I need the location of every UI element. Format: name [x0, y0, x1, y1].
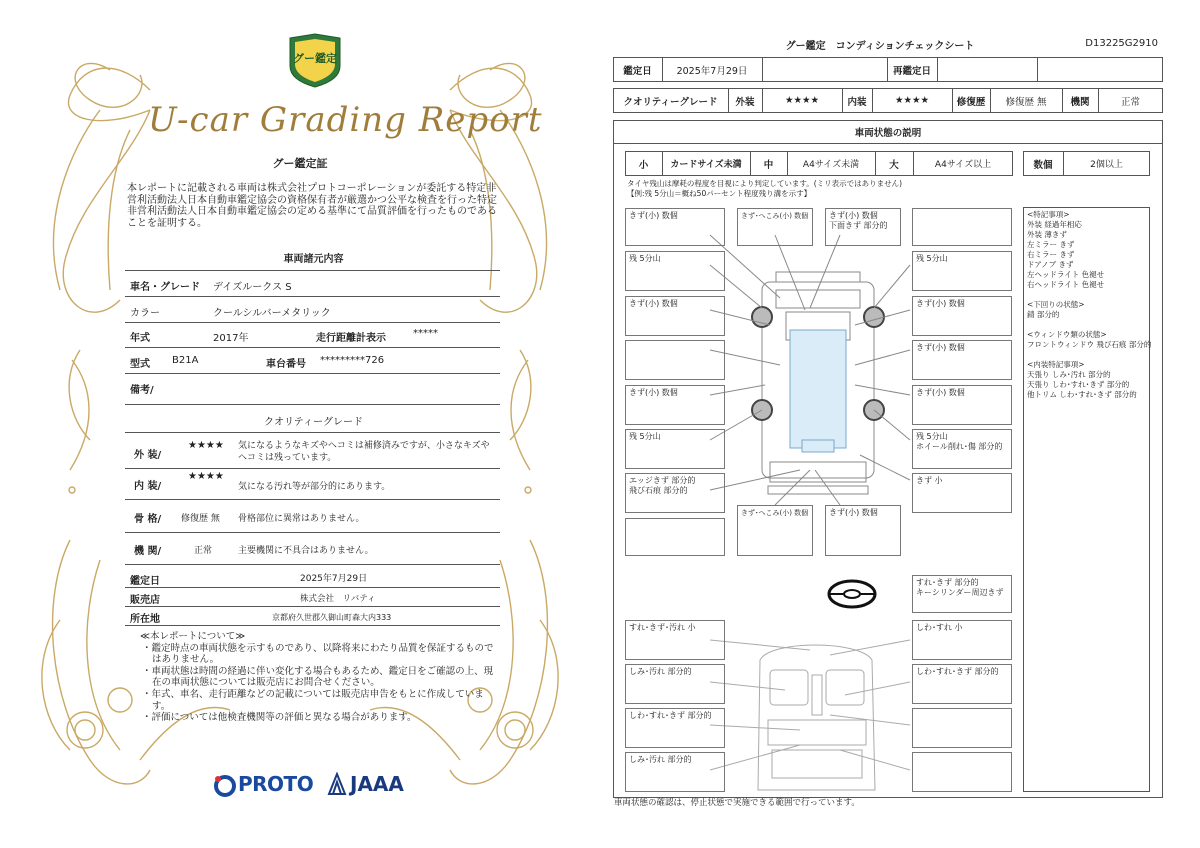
- note-line: <下回りの状態>: [1027, 300, 1085, 309]
- year-value: 2017年: [213, 333, 249, 344]
- check-sheet-title: グー鑑定 コンディションチェックシート: [785, 41, 975, 52]
- damage-box: しわ･すれ･きず 部分的: [625, 708, 725, 748]
- model-label: 型式: [130, 359, 150, 370]
- divider: [125, 296, 500, 297]
- damage-box: きず(小) 数個: [625, 385, 725, 425]
- damage-box: きず(小) 数個: [912, 340, 1012, 380]
- engine-value: 正常: [1120, 96, 1140, 108]
- divider: [125, 270, 500, 271]
- damage-box: [912, 208, 1012, 246]
- engine-value: 正常: [194, 546, 213, 556]
- damage-box: [625, 473, 725, 513]
- note-line: フロントウィンドウ 飛び石痕 部分的: [1027, 340, 1152, 349]
- redate-label: 再鑑定日: [892, 65, 931, 77]
- note-line: 外装 経過年相応: [1027, 220, 1082, 229]
- exterior-description: 気になるようなキズやヘコミは補修済みですが、小さなキズやヘコミは残っています。: [238, 441, 490, 463]
- chassis-value: *********726: [320, 355, 385, 366]
- damage-box: しみ･汚れ 部分的: [625, 664, 725, 704]
- note-spacer: [1027, 350, 1151, 360]
- damage-box: 残 5分山: [625, 429, 725, 469]
- damage-text: 飛び石痕 部分的: [629, 486, 688, 495]
- jaaa-logo-icon: [327, 772, 347, 796]
- note-line: 右ヘッドライト 色褪せ: [1027, 280, 1105, 289]
- size-mid-label: 中: [763, 159, 774, 171]
- damage-box: [625, 518, 725, 556]
- size-large-desc: A4サイズ以上: [934, 160, 992, 170]
- tyre-note: [627, 179, 902, 199]
- note-line: 左ミラー きず: [1027, 240, 1075, 249]
- note-line: 錆 部分的: [1027, 310, 1060, 319]
- dealer-value: 株式会社 リバティ: [300, 594, 376, 604]
- damage-box: 残 5分山: [625, 251, 725, 291]
- status-title: 車両状態の説明: [613, 120, 1163, 144]
- count-label: 数個: [1033, 159, 1053, 171]
- damage-box: きず(小) 数個: [625, 296, 725, 336]
- divider: [125, 606, 500, 607]
- notes-title: ≪本レポートについて≫: [140, 631, 246, 642]
- jaaa-logo: JAAA: [350, 772, 404, 796]
- date-value: 2025年7月29日: [676, 65, 748, 77]
- frame-label: 骨 格/: [134, 514, 162, 525]
- note-line: <特記事項>: [1027, 210, 1070, 219]
- divider: [125, 499, 500, 500]
- steering-wheel-icon: [826, 578, 878, 610]
- damage-box: しみ･汚れ 部分的: [625, 752, 725, 792]
- divider: [125, 468, 500, 469]
- tyre-note-line: タイヤ残山は摩耗の程度を目視により判定しています。(ミリ表示ではありません): [627, 179, 903, 188]
- damage-box: [912, 708, 1012, 748]
- inspection-date-label: 鑑定日: [130, 576, 160, 587]
- mileage-value: *****: [413, 328, 438, 339]
- proto-logo-icon: [214, 775, 236, 797]
- tyre-note-example: 【例:残 5分山＝概ね50パーセント程度残り溝を示す】: [627, 189, 812, 198]
- damage-text: キーシリンダー周辺きず: [916, 588, 1004, 597]
- note-spacer: [1027, 320, 1151, 330]
- quality-label: クオリティーグレード: [623, 96, 718, 108]
- repair-label: 修復歴: [956, 96, 986, 108]
- remarks-label: 備考/: [130, 385, 154, 396]
- damage-box: きず･へこみ(小) 数個: [737, 505, 813, 556]
- interior-description: 気になる汚れ等が部分的にあります。: [238, 482, 391, 492]
- interior-stars: ★★★★: [894, 95, 930, 106]
- note-line: 他トリム しわ･すれ･きず 部分的: [1027, 390, 1137, 399]
- divider: [125, 347, 500, 348]
- divider: [125, 404, 500, 405]
- note-item: ・評価については他検査機関等の評価と異なる場合があります。: [142, 712, 417, 724]
- damage-box: [912, 752, 1012, 792]
- engine-label: 機 関/: [134, 546, 162, 557]
- damage-text: きず(小) 数個: [829, 211, 878, 220]
- count-desc: 2個以上: [1090, 160, 1123, 170]
- car-name-label: 車名・グレード: [130, 282, 200, 293]
- damage-box: しわ･すれ 小: [912, 620, 1012, 660]
- special-notes-list: [1027, 210, 1151, 400]
- address-label: 所在地: [130, 614, 160, 625]
- damage-box: きず(小) 数個: [912, 296, 1012, 336]
- damage-box: [912, 429, 1012, 469]
- size-mid-desc: A4サイズ未満: [802, 160, 860, 170]
- document-code: D13225G2910: [1085, 38, 1158, 49]
- damage-box: [625, 340, 725, 380]
- divider: [125, 373, 500, 374]
- damage-box: きず(小) 数個: [825, 505, 901, 556]
- damage-box: [825, 208, 901, 246]
- note-line: 天張り しわ･すれ･きず 部分的: [1027, 380, 1130, 389]
- damage-box: きず･へこみ(小) 数個: [737, 208, 813, 246]
- exterior-label: 外 装/: [134, 450, 162, 461]
- size-large-label: 大: [889, 159, 899, 171]
- dealer-label: 販売店: [130, 595, 160, 606]
- note-item: ・車両状態は時間の経過に伴い変化する場合もあるため、鑑定日をご確認の上、現在の車両状態については販売店にお問合せください。: [142, 665, 494, 689]
- mileage-label: 走行距離計表示: [316, 333, 386, 344]
- note-line: 外装 薄きず: [1027, 230, 1067, 239]
- chassis-label: 車台番号: [266, 359, 306, 370]
- badge-label: グー鑑定: [293, 52, 337, 65]
- divider: [125, 564, 500, 565]
- divider: [125, 532, 500, 533]
- note-line: 右ミラー きず: [1027, 250, 1075, 259]
- frame-description: 骨格部位に異常はありません。: [238, 514, 365, 524]
- note-line: 左ヘッドライト 色褪せ: [1027, 270, 1105, 279]
- damage-text: 残 5分山: [916, 432, 948, 441]
- divider: [125, 625, 500, 626]
- inspection-date-value: 2025年7月29日: [300, 574, 368, 584]
- exterior-stars: ★★★★: [784, 95, 820, 106]
- certificate-title: グー鑑定証: [272, 157, 328, 170]
- damage-box: [912, 575, 1012, 613]
- engine-description: 主要機関に不具合はありません。: [238, 546, 374, 556]
- exterior-label: 外装: [735, 96, 755, 108]
- damage-box: きず 小: [912, 473, 1012, 513]
- quality-section-title: クオリティーグレード: [264, 417, 363, 428]
- note-item: ・年式、車名、走行距離などの記載については販売店申告をもとに作成しています。: [142, 688, 484, 712]
- date-label: 鑑定日: [623, 65, 652, 77]
- year-label: 年式: [130, 333, 150, 344]
- damage-box: しわ･すれ･きず 部分的: [912, 664, 1012, 704]
- damage-box: きず(小) 数個: [912, 385, 1012, 425]
- size-small-label: 小: [638, 159, 649, 171]
- color-label: カラー: [130, 308, 160, 319]
- damage-text: すれ･きず 部分的: [916, 578, 979, 587]
- address-value: 京都府久世郡久御山町森大内333: [272, 613, 392, 622]
- exterior-stars: ★★★★: [188, 440, 224, 451]
- damage-text: ホイール削れ･傷 部分的: [916, 442, 1003, 451]
- divider: [125, 587, 500, 588]
- certificate-statement: 本レポートに記載される車両は株式会社プロトコーポレーションが委託する特定非営利活動法人日本自動車鑑定協会の資格保有者が厳選かつ公平な検査を行った特定非営利活動法人日本自動車鑑定協会の定める基準にて品質評価を行ったものであることを証明する。: [127, 183, 497, 229]
- note-line: ドアノブ きず: [1027, 260, 1074, 269]
- report-script-title: U-car Grading Report: [148, 100, 543, 140]
- damage-text: エッジきず 部分的: [629, 476, 696, 485]
- damage-box: すれ･きず･汚れ 小: [625, 620, 725, 660]
- repair-value: 修復歴 無: [1005, 96, 1047, 108]
- interior-label: 内装: [847, 96, 867, 108]
- note-spacer: [1027, 290, 1151, 300]
- proto-logo: PROTO: [238, 772, 314, 796]
- note-line: <ウィンドウ類の状態>: [1027, 330, 1107, 339]
- interior-label: 内 装/: [134, 481, 162, 492]
- damage-box: きず(小) 数個: [625, 208, 725, 246]
- model-value: B21A: [172, 355, 199, 366]
- size-small-desc: カードサイズ未満: [670, 160, 742, 170]
- interior-stars: ★★★★: [188, 471, 224, 482]
- frame-value: 修復歴 無: [181, 514, 220, 524]
- footnote: 車両状態の確認は、停止状態で実施できる範囲で行っています。: [614, 798, 860, 808]
- note-item: ・鑑定時点の車両状態を示すものであり、以降将来にわたり品質を保証するものではありません。: [142, 642, 494, 666]
- divider: [125, 322, 500, 323]
- divider: [125, 432, 500, 433]
- report-notes: [140, 631, 500, 724]
- damage-box: 残 5分山: [912, 251, 1012, 291]
- color-value: クールシルバーメタリック: [213, 308, 331, 319]
- spec-section-title: 車両諸元内容: [283, 254, 344, 265]
- car-name-value: デイズルークス S: [213, 282, 292, 293]
- engine-label: 機関: [1070, 96, 1090, 108]
- note-line: <内装特記事項>: [1027, 360, 1085, 369]
- damage-text: 下面きず 部分的: [829, 221, 888, 230]
- note-line: 天張り しみ･汚れ 部分的: [1027, 370, 1111, 379]
